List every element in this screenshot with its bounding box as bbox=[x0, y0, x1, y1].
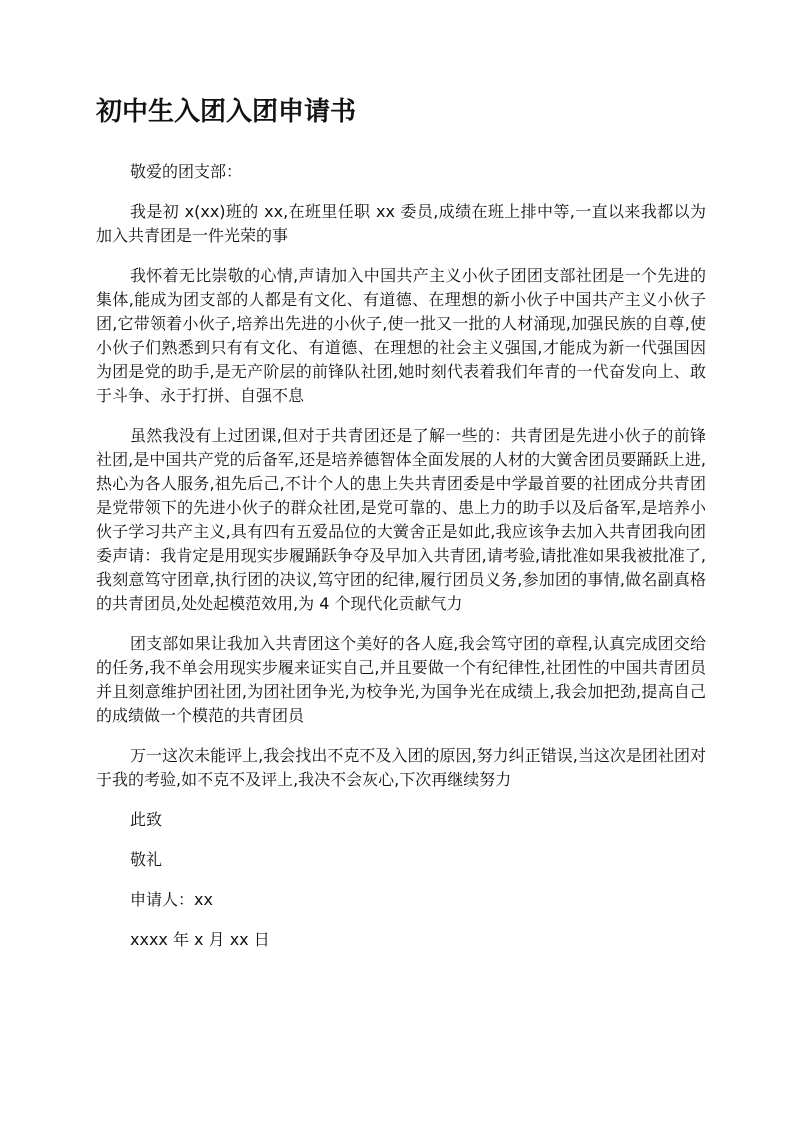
date-line: xxxx 年 x 月 xx 日 bbox=[130, 930, 270, 949]
applicant-line: 申请人：xx bbox=[130, 890, 213, 909]
salutation: 敬爱的团支部： bbox=[130, 162, 243, 181]
paragraph-contingency: 万一这次未能评上,我会找出不克不及入团的原因,努力纠正错误,当这次是团社团对于我的考验,如不克不及评上,我决不会灰心,下次再继续努力 bbox=[96, 746, 706, 789]
paragraph-commitment: 团支部如果让我加入共青团这个美好的各人庭,我会笃守团的章程,认真完成团交给的任务,我不单会用现实步履来证实自己,并且要做一个有纪律性,社团性的中国共青团员并且刻意维护团社团,为团社团争光,为校争光,为国争光在成绩上,我会加把劲,提高自己的成绩做一个模范的共青团员 bbox=[96, 634, 706, 725]
paragraph-intro: 我是初 x(xx)班的 xx,在班里任职 xx 委员,成绩在班上排中等,一直以来我都以为加入共青团是一件光荣的事 bbox=[96, 202, 706, 245]
closing-line-2: 敬礼 bbox=[130, 850, 163, 869]
paragraph-motivation: 我怀着无比崇敬的心情,声请加入中国共产主义小伙子团团支部社团是一个先进的集体,能成为团支部的人都是有文化、有道德、在理想的新小伙子中国共产主义小伙子团,它带领着小伙子,培养出先进的小伙子,使一批又一批的人材涌现,加强民族的自尊,使小伙子们熟悉到只有有文化、有道德、在理想的社会主义强国,才能成为新一代强国因为团是党的助手,是无产阶层的前锋队社团,她时刻代表着我们年青的一代奋发向上、敢于斗争、永于打拼、自强不息 bbox=[96, 266, 706, 405]
letter-body bbox=[96, 160, 706, 968]
closing-line-1: 此致 bbox=[130, 810, 163, 829]
document-title: 初中生入团入团申请书 bbox=[96, 97, 357, 127]
paragraph-understanding: 虽然我没有上过团课,但对于共青团还是了解一些的：共青团是先进小伙子的前锋社团,是中国共产党的后备军,还是培养德智体全面发展的人材的大黉舍团员要踊跃上进,热心为各人服务,祖先后己,不计个人的患上失共青团委是中学最首要的社团成分共青团是党带领下的先进小伙子的群众社团,是党可靠的、患上力的助手以及后备军,是培养小伙子学习共产主义,具有四有五爱品位的大黉舍正是如此,我应该争去加入共青团我向团委声请：我肯定是用现实步履踊跃争夺及早加入共青团,请考验,请批准如果我被批准了,我刻意笃守团章,执行团的决议,笃守团的纪律,履行团员义务,参加团的事情,做名副真格的共青团员,处处起模范效用,为 4 个现代化贡献气力 bbox=[96, 426, 706, 613]
